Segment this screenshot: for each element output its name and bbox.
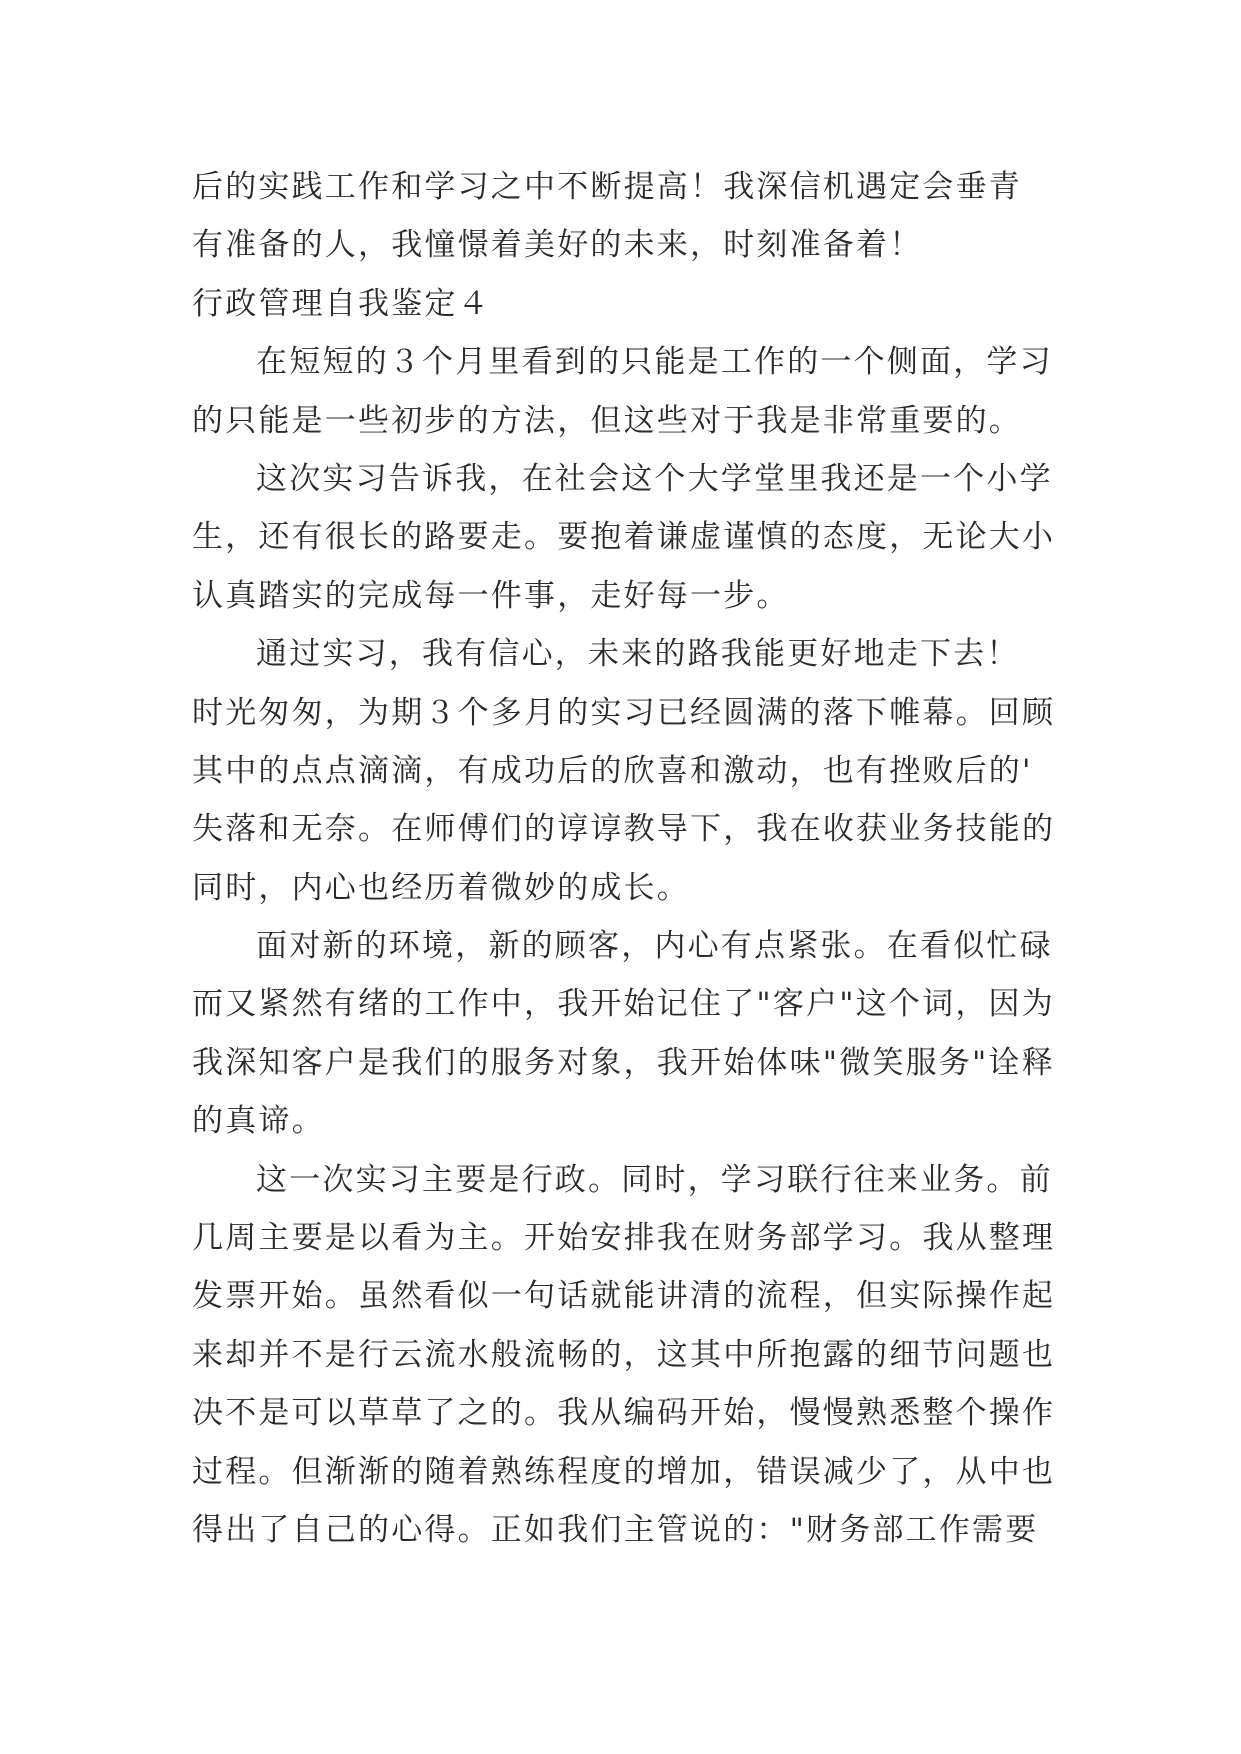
text-line: 几周主要是以看为主。开始安排我在财务部学习。我从整理 xyxy=(192,1220,1056,1257)
text-line: 同时，内心也经历着微妙的成长。 xyxy=(192,869,690,906)
text-line: 在短短的３个月里看到的只能是工作的一个侧面，学习 xyxy=(256,344,1053,381)
text-line: 失落和无奈。在师傅们的谆谆教导下，我在收获业务技能的 xyxy=(192,811,1056,848)
text-line: 的真谛。 xyxy=(192,1103,325,1140)
text-line: 这一次实习主要是行政。同时，学习联行往来业务。前 xyxy=(256,1161,1053,1198)
text-line: 这次实习告诉我，在社会这个大学堂里我还是一个小学 xyxy=(256,460,1053,497)
text-line: 决不是可以草草了之的。我从编码开始，慢慢熟悉整个操作 xyxy=(192,1395,1056,1432)
text-line: 的只能是一些初步的方法，但这些对于我是非常重要的。 xyxy=(192,402,1022,439)
text-line: 时光匆匆，为期３个多月的实习已经圆满的落下帷幕。回顾 xyxy=(192,694,1056,731)
section-heading: 行政管理自我鉴定４ xyxy=(192,285,491,322)
text-line: 而又紧然有绪的工作中，我开始记住了"客户"这个词，因为 xyxy=(192,986,1055,1023)
document-body xyxy=(192,158,1072,1559)
text-line: 面对新的环境，新的顾客，内心有点紧张。在看似忙碌 xyxy=(256,928,1053,965)
text-line: 发票开始。虽然看似一句话就能讲清的流程，但实际操作起 xyxy=(192,1278,1056,1315)
text-line: 过程。但渐渐的随着熟练程度的增加，错误减少了，从中也 xyxy=(192,1453,1056,1490)
text-line: 我深知客户是我们的服务对象，我开始体味"微笑服务"诠释 xyxy=(192,1044,1055,1081)
text-line: 来却并不是行云流水般流畅的，这其中所抱露的细节问题也 xyxy=(192,1336,1056,1373)
text-line: 后的实践工作和学习之中不断提高！我深信机遇定会垂青 xyxy=(192,169,1022,205)
text-line: 其中的点点滴滴，有成功后的欣喜和激动，也有挫败后的' xyxy=(192,752,1033,789)
text-line: 通过实习，我有信心，未来的路我能更好地走下去！ xyxy=(256,636,1020,673)
text-line: 得出了自己的心得。正如我们主管说的："财务部工作需要 xyxy=(192,1511,1039,1548)
text-line: 生，还有很长的路要走。要抱着谦虚谨慎的态度，无论大小 xyxy=(192,519,1056,556)
text-line: 认真踏实的完成每一件事，走好每一步。 xyxy=(192,577,790,614)
text-line: 有准备的人，我憧憬着美好的未来，时刻准备着！ xyxy=(192,227,923,264)
